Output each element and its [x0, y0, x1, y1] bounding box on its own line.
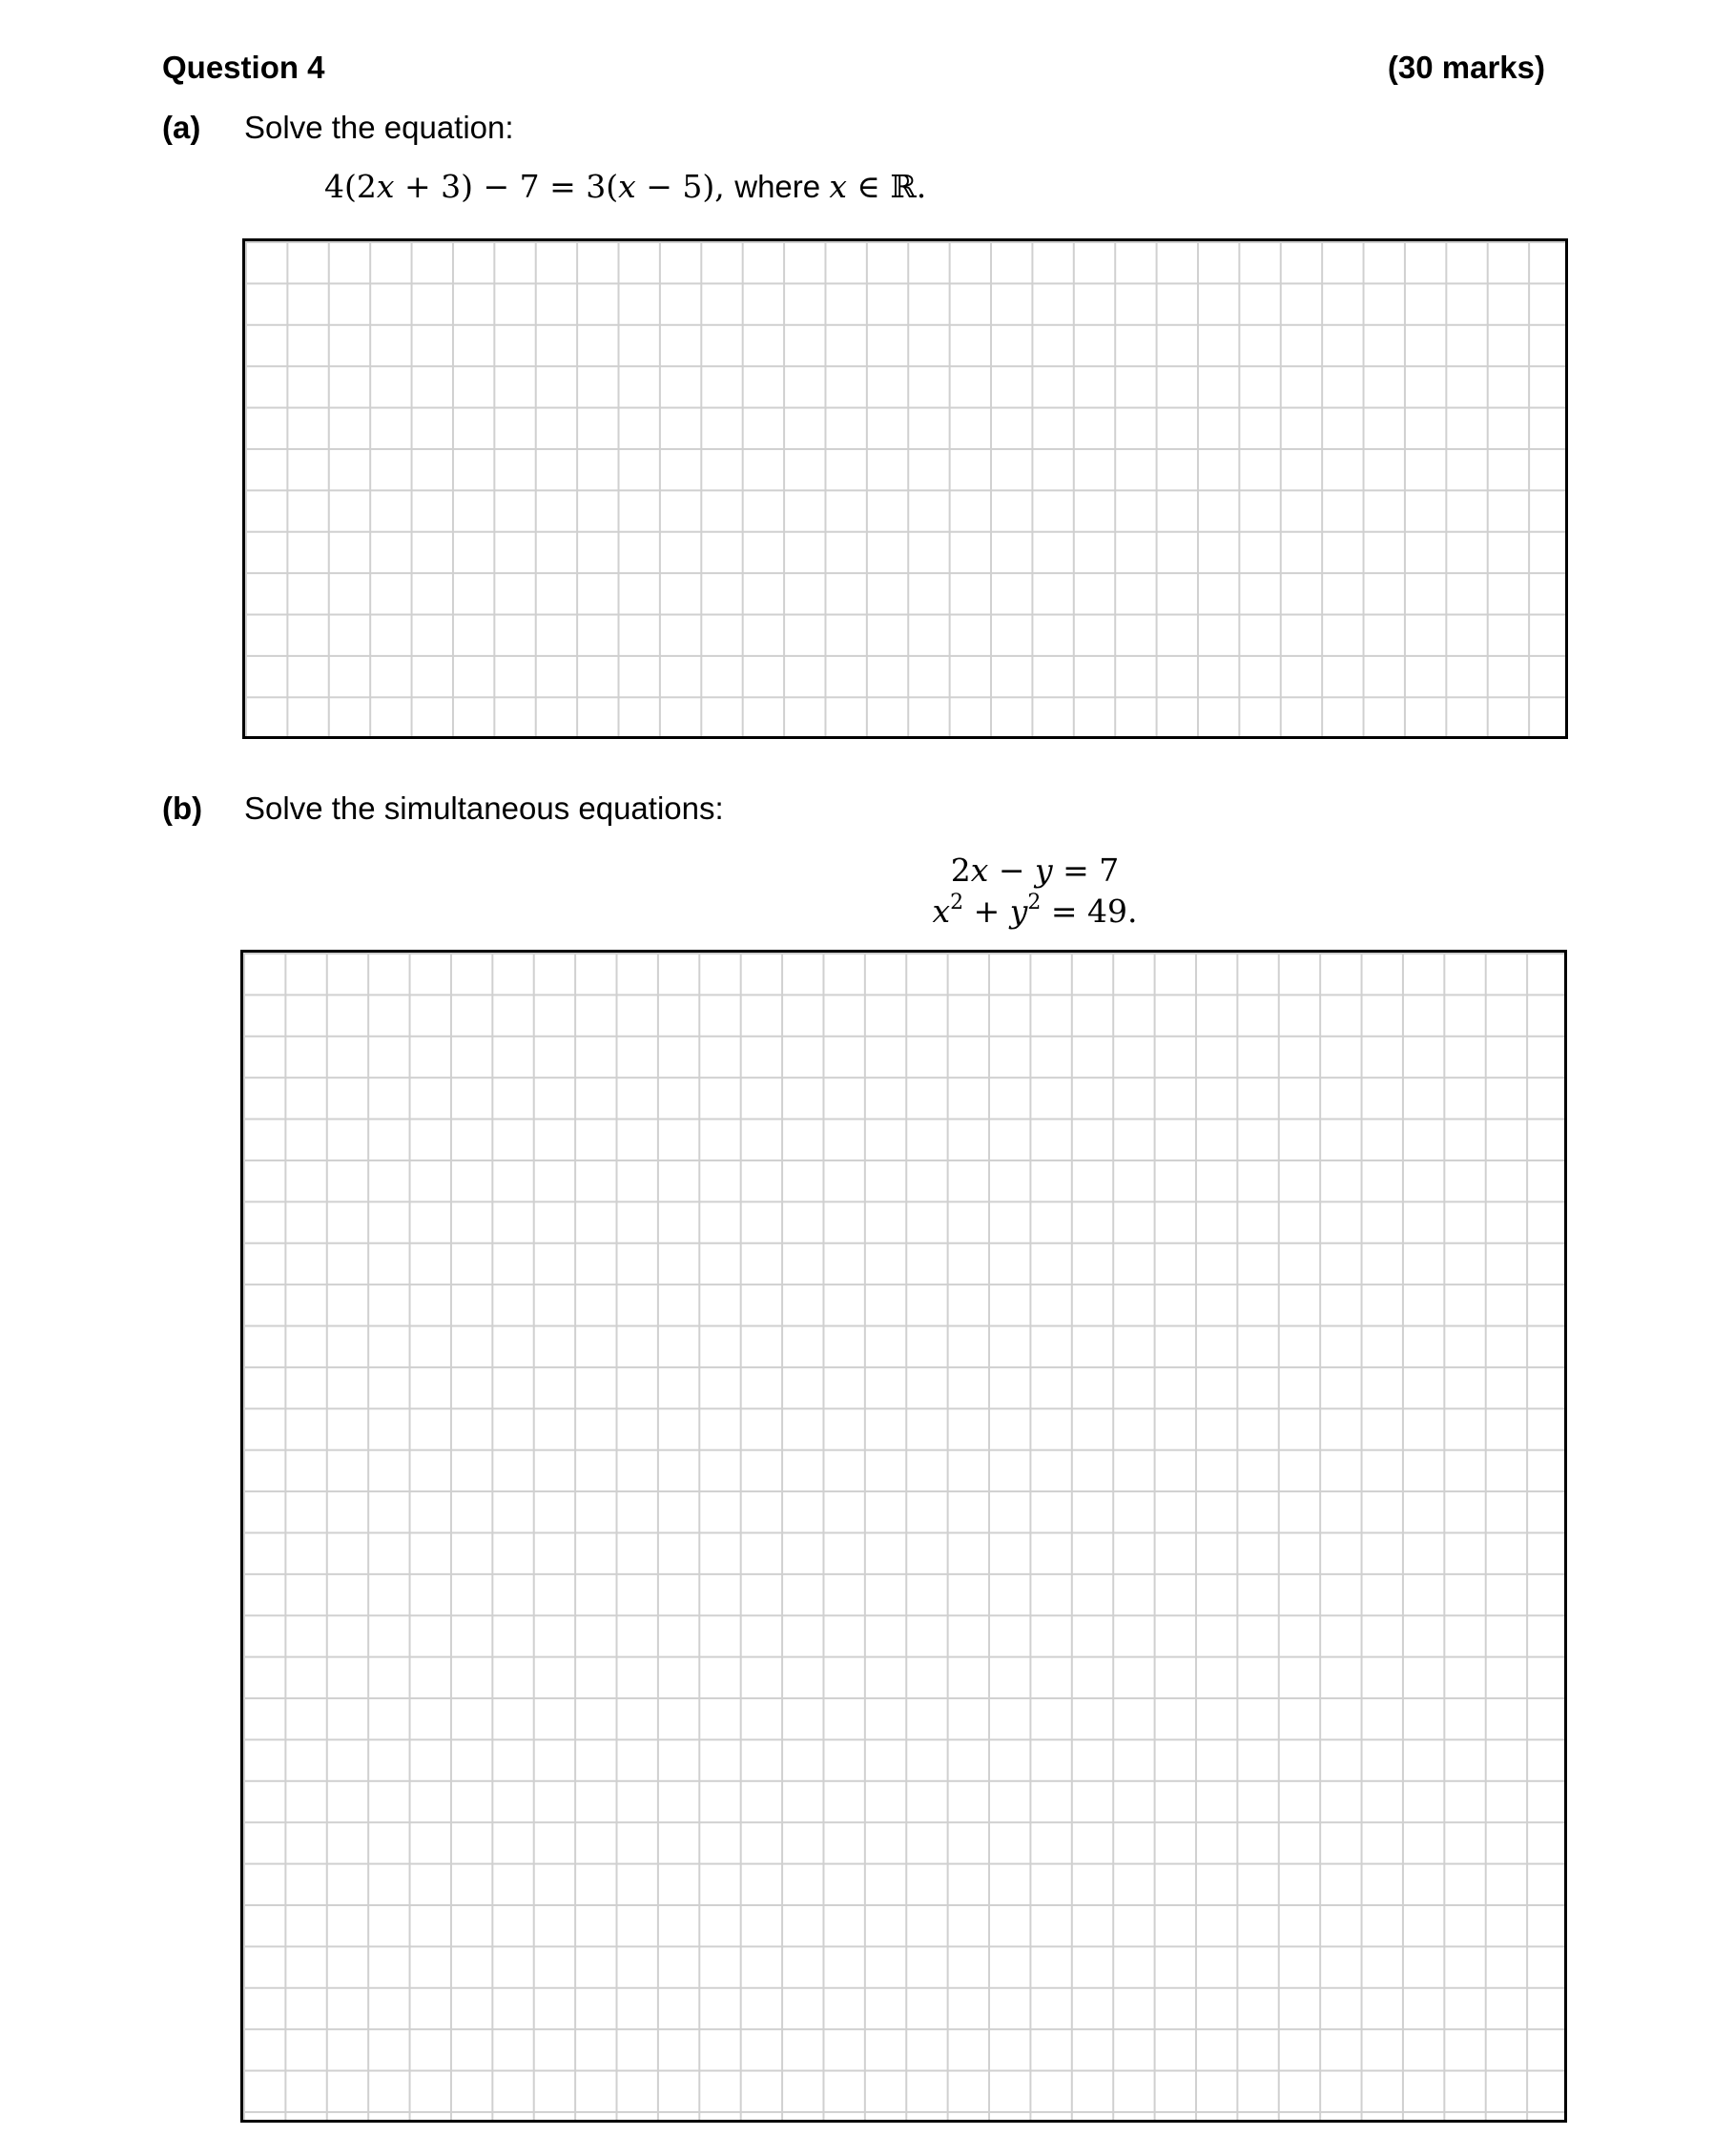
part-a-equation: 4(2x + 3) − 7 = 3(x − 5), where x ∈ ℝ. — [324, 168, 927, 205]
part-b-label: (b) — [162, 791, 203, 826]
part-b-answer-grid[interactable] — [240, 950, 1567, 2123]
part-a-instruction: Solve the equation: — [244, 110, 514, 145]
part-a-label: (a) — [162, 110, 201, 145]
part-b-instruction: Solve the simultaneous equations: — [244, 791, 724, 826]
part-b-equation-2: $x^2 + y^2 = 49$. — [932, 891, 1138, 930]
question-title: Question 4 — [162, 50, 325, 85]
part-b-equation-1: 2x − y = 7 — [950, 852, 1120, 889]
part-a-answer-grid[interactable] — [242, 238, 1568, 739]
question-marks: (30 marks) — [1387, 50, 1545, 85]
